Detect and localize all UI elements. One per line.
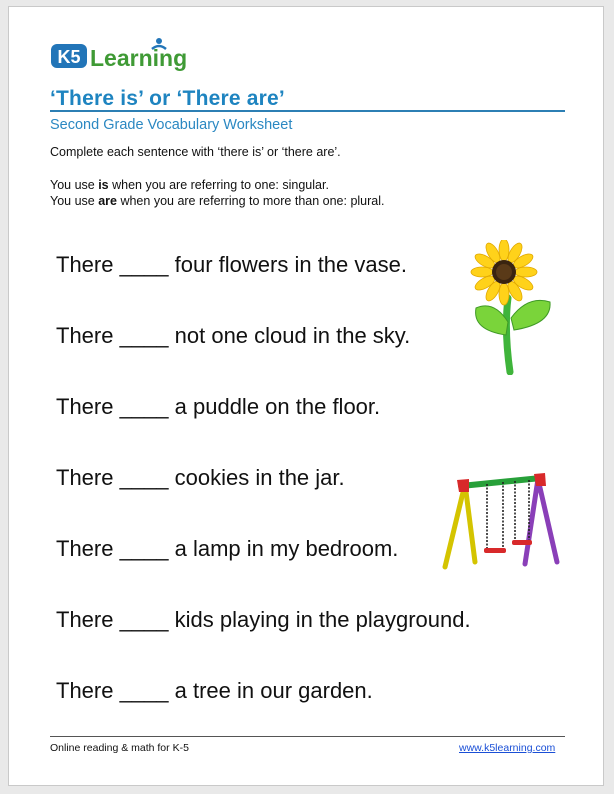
worksheet-subtitle: Second Grade Vocabulary Worksheet: [50, 117, 293, 133]
footer-website-link[interactable]: www.k5learning.com: [459, 742, 556, 754]
rule-singular: You use is when you are referring to one: singular.: [50, 178, 329, 192]
sunflower-head: [471, 240, 537, 305]
sentence-5[interactable]: There ____ a lamp in my bedroom.: [56, 536, 399, 561]
instruction-text: Complete each sentence with ‘there is’ or ‘there are’.: [50, 145, 341, 159]
svg-text:Learning: Learning: [90, 45, 188, 71]
sentence-6[interactable]: There ____ kids playing in the playground.: [56, 607, 471, 632]
worksheet-title: ‘There is’ or ‘There are’: [50, 87, 285, 110]
sentence-3[interactable]: There ____ a puddle on the floor.: [56, 394, 381, 419]
footer-divider: [50, 736, 565, 737]
footer-tagline: Online reading & math for K-5: [50, 742, 189, 754]
sunflower-illustration: [464, 240, 559, 375]
sentence-1[interactable]: There ____ four flowers in the vase.: [56, 252, 407, 277]
rule-plural: You use are when you are referring to more than one: plural.: [50, 194, 385, 208]
title-divider: [50, 110, 565, 112]
grammar-rules: [50, 177, 385, 209]
swing-set-illustration: [437, 472, 562, 572]
sentence-2[interactable]: There ____ not one cloud in the sky.: [56, 323, 411, 348]
sentence-4[interactable]: There ____ cookies in the jar.: [56, 465, 345, 490]
sentence-7[interactable]: There ____ a tree in our garden.: [56, 678, 373, 703]
k5-learning-logo: [50, 35, 200, 75]
svg-text:K5: K5: [57, 47, 81, 67]
worksheet-page: [8, 6, 604, 786]
